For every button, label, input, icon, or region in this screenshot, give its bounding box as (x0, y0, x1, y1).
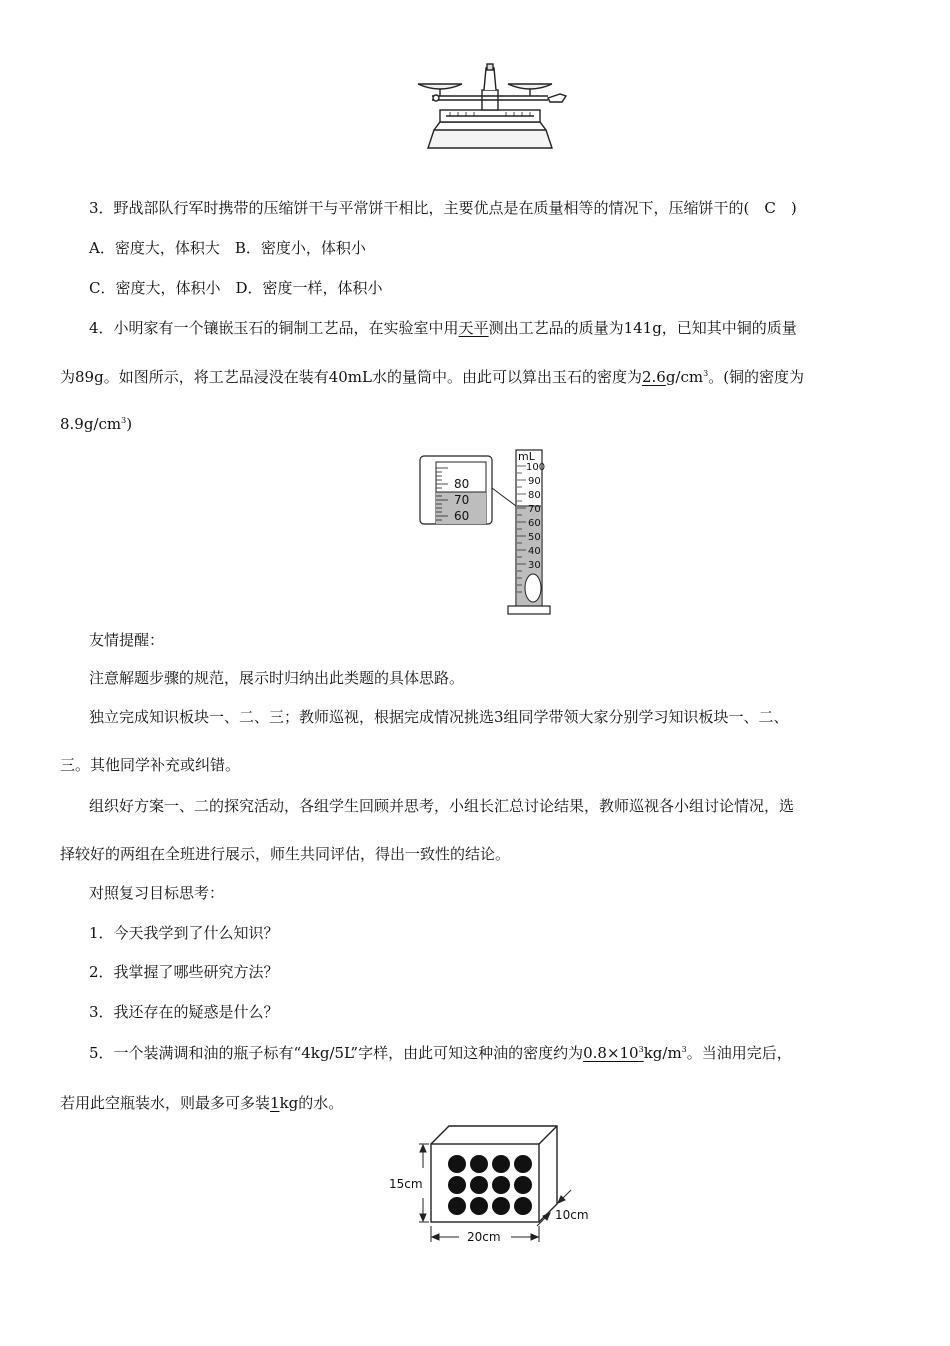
unit-exponent: 3 (681, 1045, 687, 1054)
zoom-tick-70: 70 (454, 493, 470, 507)
cylinder-tick-80: 80 (528, 490, 541, 501)
cylinder-tick-70: 70 (528, 504, 541, 515)
oil-density-exponent: 3 (638, 1045, 644, 1054)
question-4-number: 4． (89, 319, 114, 337)
review-heading: 对照复习目标思考： (89, 884, 225, 902)
copper-density: 8.9g/cm (60, 415, 122, 433)
tips-paragraph-2-line-2: 三。其他同学补充或纠错。 (60, 756, 241, 774)
question-5-text-a: 一个装满调和油的瓶子标有“4kg/5L”字样，由此可知这种油的密度约为 (113, 1044, 584, 1062)
question-4-text-b: 测出工艺品的质量为141g，已知其中铜的质量 (488, 319, 797, 337)
question-4-line-3 (60, 414, 132, 434)
zoom-inset (420, 456, 516, 524)
cylinder-tick-50: 50 (528, 532, 541, 543)
unit-g-cm: g/cm (665, 368, 704, 386)
close-paren: ) (126, 415, 133, 433)
question-3-option-row-2: C．密度大，体积小 D．密度一样，体积小 (89, 279, 383, 297)
cylinder-body (508, 450, 550, 614)
cylinder-tick-30: 30 (528, 560, 541, 571)
question-4-line-1 (89, 318, 797, 338)
depth-label: 10cm (555, 1208, 589, 1222)
question-3-option-row-1: A．密度大，体积大 B．密度小，体积小 (89, 239, 366, 257)
unit-exponent: 3 (121, 416, 127, 425)
tips-paragraph-3-line-2: 择较好的两组在全班进行展示，师生共同评估，得出一致性的结论。 (60, 845, 511, 863)
question-5-text-d: kg的水。 (279, 1094, 344, 1112)
question-5-text-c: 若用此空瓶装水，则最多可多装 (60, 1094, 271, 1112)
tips-paragraph-3-line-1: 组织好方案一、二的探究活动，各组学生回顾并思考，小组长汇总讨论结果，教师巡视各小组讨论情况，选 (89, 797, 795, 815)
unit-kg-m: kg/m (643, 1044, 682, 1062)
question-3 (89, 198, 797, 218)
artifact-object (525, 574, 541, 602)
tips-paragraph-1: 注意解题步骤的规范，展示时归纳出此类题的具体思路。 (89, 669, 465, 687)
width-label: 20cm (467, 1230, 501, 1244)
tips-heading: 友情提醒： (89, 631, 165, 649)
zoom-tick-60: 60 (454, 509, 470, 523)
tips-paragraph-2-line-1: 独立完成知识板块一、二、三；教师巡视，根据完成情况挑选3组同学带领大家分别学习知识板块一、二、 (89, 708, 789, 726)
answer-blank-water-mass: 1 (270, 1094, 280, 1112)
question-5-line-1 (89, 1043, 792, 1063)
question-4-text-c: 为89g。如图所示，将工艺品浸没在装有40mL水的量筒中。由此可以算出玉石的密度为 (60, 368, 642, 386)
box-figure (385, 1122, 605, 1252)
cylinder-tick-60: 60 (528, 518, 541, 529)
cylinder-tick-90: 90 (528, 476, 541, 487)
question-5-number: 5． (89, 1044, 114, 1062)
graduated-cylinder-figure (418, 448, 568, 618)
cylinder-unit: mL (518, 450, 535, 463)
oil-density-mantissa: 0.8×10 (583, 1044, 639, 1062)
review-item-2: 2．我掌握了哪些研究方法？ (89, 963, 279, 981)
cylinder-tick-100: 100 (526, 462, 546, 473)
answer-blank-oil-density (583, 1044, 644, 1062)
review-item-1: 1．今天我学到了什么知识？ (89, 924, 279, 942)
question-4-text-d: 。(铜的密度为 (708, 368, 805, 386)
answer-blank-density: 2.6 (641, 368, 666, 386)
question-4-text-a: 小明家有一个镶嵌玉石的铜制工艺品，在实验室中用 (113, 319, 459, 337)
question-3-number: 3． (89, 199, 114, 217)
height-label: 15cm (389, 1177, 423, 1191)
question-4-line-2 (60, 367, 804, 387)
zoom-tick-80: 80 (454, 477, 470, 491)
question-3-text: 野战部队行军时携带的压缩饼干与平常饼干相比，主要优点是在质量相等的情况下，压缩饼干的( C ) (113, 199, 797, 217)
unit-exponent: 3 (703, 369, 709, 378)
review-item-3: 3．我还存在的疑惑是什么？ (89, 1003, 279, 1021)
question-5-text-b: 。当油用完后， (686, 1044, 792, 1062)
question-5-line-2 (60, 1093, 343, 1113)
cylinder-tick-40: 40 (528, 546, 541, 557)
answer-blank-instrument: 天平 (458, 319, 489, 337)
balance-scale-figure (410, 60, 570, 152)
